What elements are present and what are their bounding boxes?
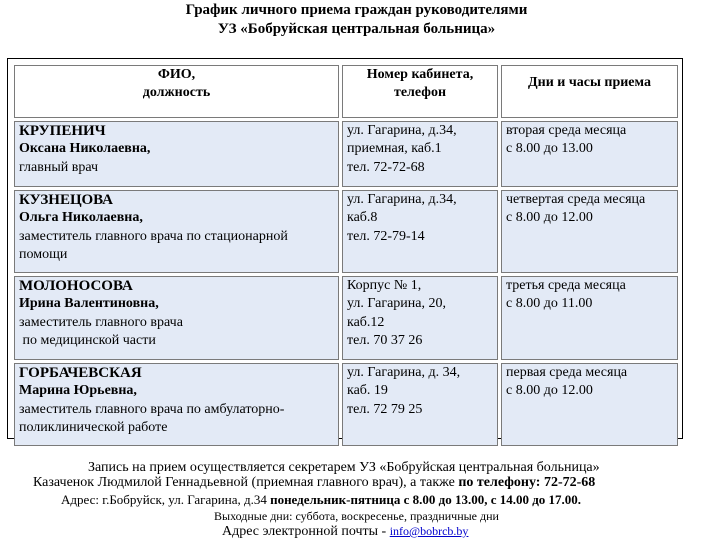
header-room-line1: Номер кабинета, [366, 67, 474, 82]
person-position: заместитель главного врача [19, 314, 183, 330]
days-line: четвертая среда месяца [506, 192, 646, 207]
footer-secretary-line [33, 474, 703, 491]
schedule-table [11, 62, 681, 449]
header-days: Дни и часы приема [501, 65, 678, 118]
hours-line: с 8.00 до 12.00 [506, 383, 593, 399]
footer-appointment-note: Запись на прием осуществляется секретарем УЗ «Бобруйская центральная больница» [88, 460, 600, 475]
cell-person [14, 276, 339, 360]
header-room-line2: телефон [393, 85, 447, 101]
cell-days [501, 190, 678, 273]
person-surname: ГОРБАЧЕВСКАЯ [19, 365, 142, 381]
person-name: Ольга Николаевна, [19, 210, 143, 226]
days-line: вторая среда месяца [506, 123, 627, 138]
room-phone: тел. 72-72-68 [347, 159, 425, 175]
person-name: Марина Юрьевна, [19, 383, 137, 399]
room-line: ул. Гагарина, 20, [347, 296, 446, 312]
footer-address: Адрес: г.Бобруйск, ул. Гагарина, д.34 [61, 492, 271, 507]
schedule-table-frame [7, 58, 683, 439]
cell-person [14, 190, 339, 273]
room-line: ул. Гагарина, д.34, [347, 123, 457, 138]
page-title: График личного приема граждан руководителями [185, 2, 528, 18]
person-position: заместитель главного врача по амбулаторно- [19, 401, 285, 417]
cell-room [342, 121, 498, 187]
person-position: главный врач [19, 159, 99, 175]
header-fio-line2: должность [142, 85, 211, 101]
cell-room [342, 276, 498, 360]
person-position: помощи [19, 246, 68, 262]
person-position: заместитель главного врача по стационарной [19, 228, 288, 244]
footer-secretary-text: Казаченок Людмилой Геннадьевной (приемная главного врач), а также [33, 475, 459, 490]
footer-email-line [222, 523, 702, 540]
cell-days [501, 121, 678, 187]
room-line: Корпус № 1, [347, 278, 422, 293]
footer-hours: понедельник-пятница с 8.00 до 13.00, с 14.00 до 17.00. [270, 492, 582, 507]
hours-line: с 8.00 до 11.00 [506, 296, 593, 312]
cell-days [501, 363, 678, 446]
hours-line: с 8.00 до 13.00 [506, 141, 593, 157]
header-fio [14, 65, 339, 118]
cell-person [14, 363, 339, 446]
days-line: третья среда месяца [506, 278, 626, 293]
footer-address-line [61, 491, 711, 508]
person-name: Ирина Валентиновна, [19, 296, 159, 312]
table-row [14, 190, 678, 273]
table-row [14, 121, 678, 187]
footer-phone: по телефону: 72-72-68 [458, 475, 596, 490]
person-surname: КРУПЕНИЧ [19, 123, 106, 139]
header-room [342, 65, 498, 118]
email-link[interactable]: info@bobrcb.by [389, 524, 469, 538]
room-line: ул. Гагарина, д.34, [347, 192, 457, 207]
room-phone: тел. 70 37 26 [347, 332, 423, 348]
room-line: ул. Гагарина, д. 34, [347, 365, 461, 380]
room-phone: тел. 72-79-14 [347, 228, 425, 244]
room-line: приемная, каб.1 [347, 141, 442, 157]
person-surname: МОЛОНОСОВА [19, 278, 133, 294]
person-name: Оксана Николаевна, [19, 141, 151, 157]
room-line: каб. 19 [347, 383, 388, 399]
person-position: поликлинической работе [19, 419, 168, 435]
header-fio-line1: ФИО, [157, 67, 196, 82]
person-surname: КУЗНЕЦОВА [19, 192, 114, 208]
table-row [14, 363, 678, 446]
page-subtitle: УЗ «Бобруйская центральная больница» [217, 21, 496, 37]
cell-room [342, 190, 498, 273]
room-line: каб.8 [347, 210, 378, 226]
days-line: первая среда месяца [506, 365, 628, 380]
cell-days [501, 276, 678, 360]
room-line: каб.12 [347, 314, 385, 330]
hours-line: с 8.00 до 12.00 [506, 210, 593, 226]
footer-email-label: Адрес электронной почты - [222, 524, 390, 539]
cell-person [14, 121, 339, 187]
footer-days-off: Выходные дни: суббота, воскресенье, праздничные дни [214, 509, 499, 523]
room-phone: тел. 72 79 25 [347, 401, 423, 417]
cell-room [342, 363, 498, 446]
person-position: по медицинской части [19, 332, 156, 348]
table-row [14, 276, 678, 360]
table-header-row [14, 65, 678, 118]
